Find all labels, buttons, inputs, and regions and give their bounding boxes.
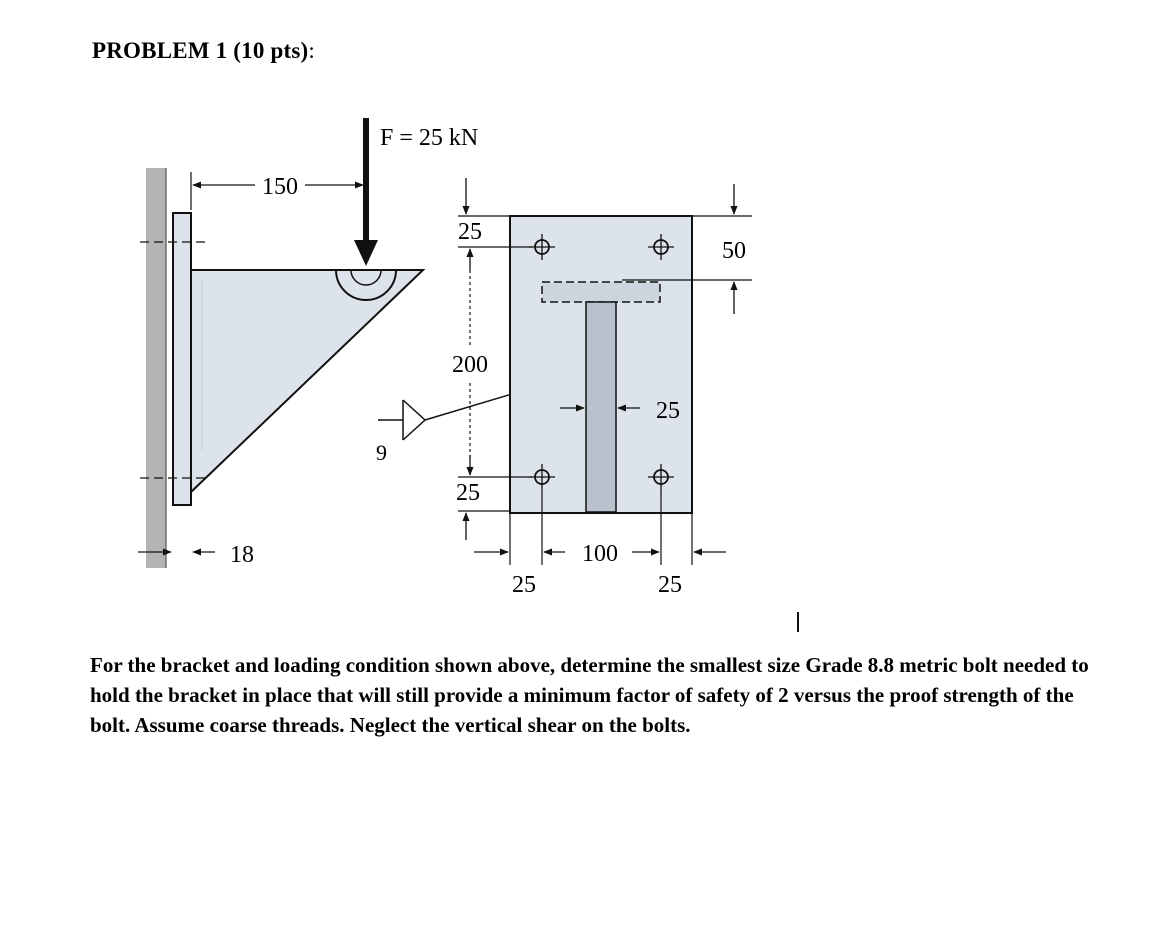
bracket-drawing [0, 100, 800, 640]
bracket-figure [0, 100, 800, 640]
back-plate [173, 213, 191, 505]
dim-bottom-25-label: 25 [456, 480, 480, 506]
dim-web-label: 25 [656, 398, 680, 424]
wall [146, 168, 166, 568]
dim-50-label: 50 [722, 238, 746, 264]
problem-heading [92, 38, 315, 64]
dim-150-label: 150 [262, 174, 298, 200]
t-flange [542, 282, 660, 302]
gusset [191, 270, 423, 492]
dim-100-label: 100 [582, 541, 618, 567]
problem-statement: For the bracket and loading condition shown above, determine the smallest size Grade 8.8 metric bolt needed to hold the bracket in place that will still provide a minimum factor of safety of 2 versus the proof strength of the bolt. Assume coarse threads. Neglect the vertical shear on the bolts. [90, 653, 1089, 737]
dim-left-25-label: 25 [512, 572, 536, 598]
dim-top-25-label: 25 [458, 219, 482, 245]
problem-title-colon: : [308, 38, 315, 63]
t-web [586, 302, 616, 512]
load-label: F = 25 kN [380, 125, 479, 151]
dim-right-25-label: 25 [658, 572, 682, 598]
weld-fillet-symbol [403, 400, 425, 440]
load-arrow-head [354, 240, 378, 266]
weld-size-label: 9 [376, 440, 387, 465]
dim-18-label: 18 [230, 542, 254, 568]
dim-200-label: 200 [452, 352, 488, 378]
problem-title: PROBLEM 1 (10 pts) [92, 38, 309, 63]
